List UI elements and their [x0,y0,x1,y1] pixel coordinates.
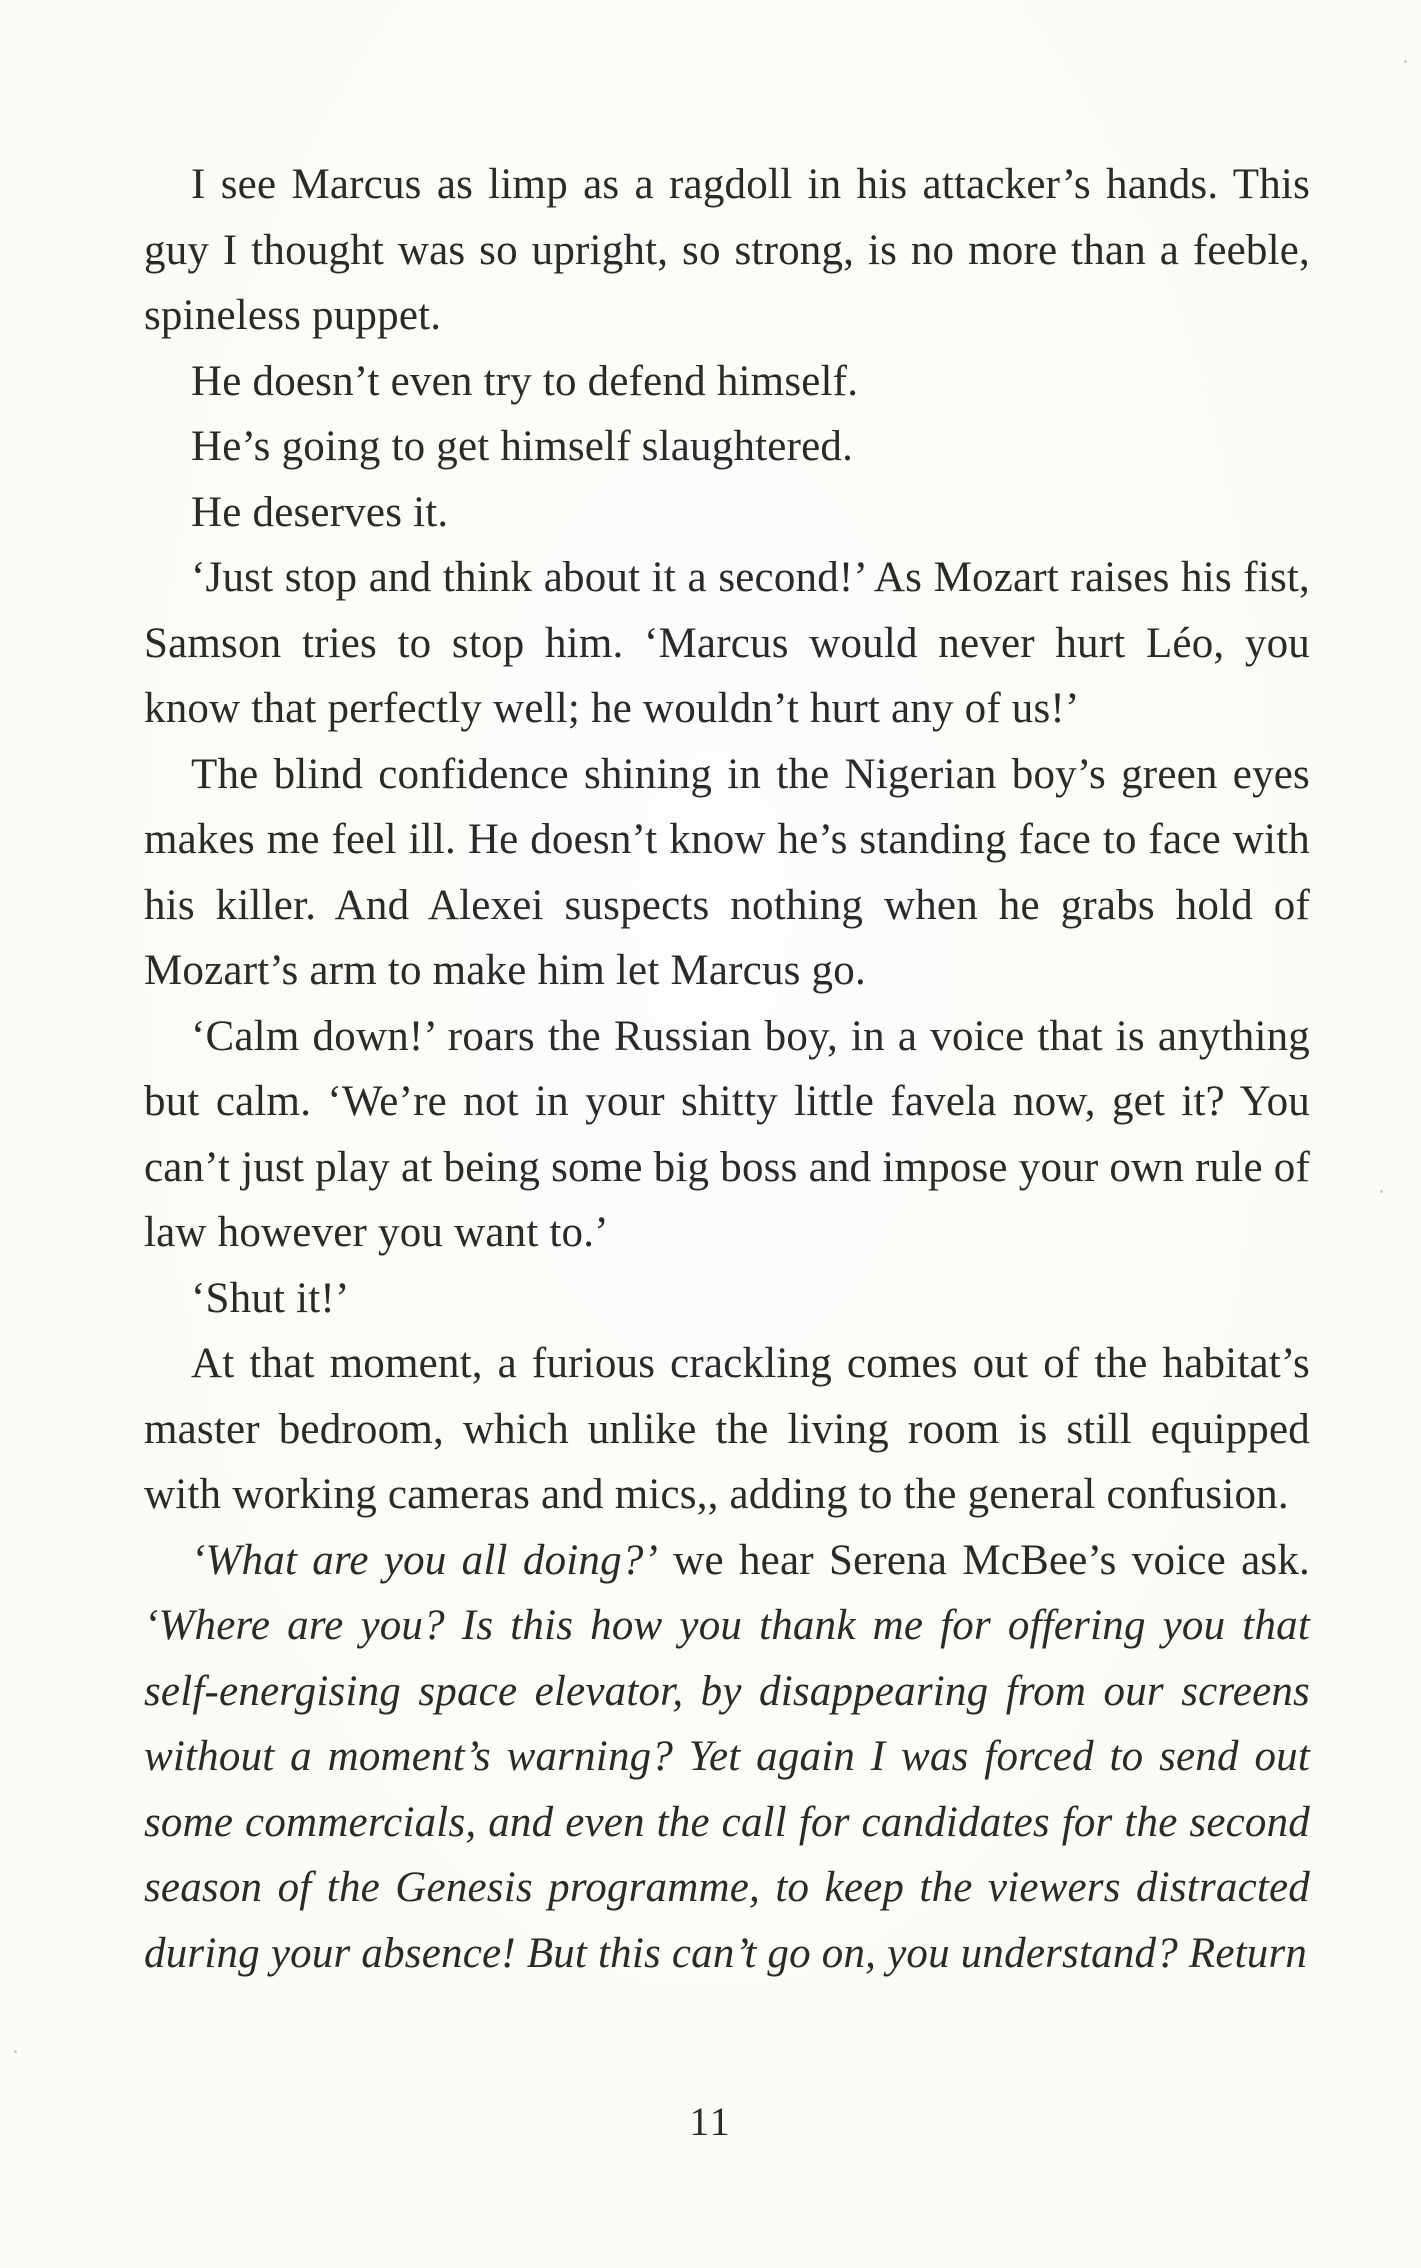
paragraph: ‘Calm down!’ roars the Russian boy, in a voice that is anything but calm. ‘We’re not in your shitty little favela now, get it? You can’t just play at being some big boss and impose your own rule of law however you want to.’ [144,1012,1310,1256]
dialogue-italic-tail: ‘Where are you? Is this how you thank me for offering you that self-energising space elevator, by disappearing from our screens without a moment’s warning? Yet again I was forced to send out some commercials, and even the call for candidates for the second season of the Genesis programme, to keep the viewers distracted during your absence! But this can’t go on, you understand? Return [144,1602,1310,1977]
paper-speck [14,2050,17,2053]
paragraph: He deserves it. [191,488,449,536]
paragraph: He’s going to get himself slaughtered. [191,423,854,470]
paragraph: At that moment, a furious crackling comes out of the habitat’s master bedroom, which unlike the living room is still equipped with working cameras and mics,, adding to the general confusion. [144,1340,1310,1518]
paper-speck [1404,60,1407,63]
page-number: 11 [689,2099,732,2144]
paragraph: The blind confidence shining in the Nigerian boy’s green eyes makes me feel ill. He doesn’t know he’s standing face to face with his killer. And Alexei suspects nothing when he grabs hold of Mozart’s arm to make him let Marcus go. [144,750,1310,994]
paragraph: I see Marcus as limp as a ragdoll in his attacker’s hands. This guy I thought was so upright, so strong, is no more than a feeble, spineless puppet. [144,161,1310,339]
dialogue-paragraph [144,1528,1310,1987]
paper-speck [1380,1190,1383,1193]
paragraph: ‘Just stop and think about it a second!’ As Mozart raises his fist, Samson tries to stop him. ‘Marcus would never hurt Léo, you know that perfectly well; he wouldn’t hurt any of us!’ [144,554,1310,732]
body-text [144,152,1310,1986]
dialogue-italic-lead: ‘What are you all doing?’ [191,1536,659,1584]
paragraph: ‘Shut it!’ [191,1274,350,1322]
paragraph: He doesn’t even try to defend himself. [191,357,859,405]
dialogue-tag: we hear Serena McBee’s voice ask. [658,1536,1310,1584]
